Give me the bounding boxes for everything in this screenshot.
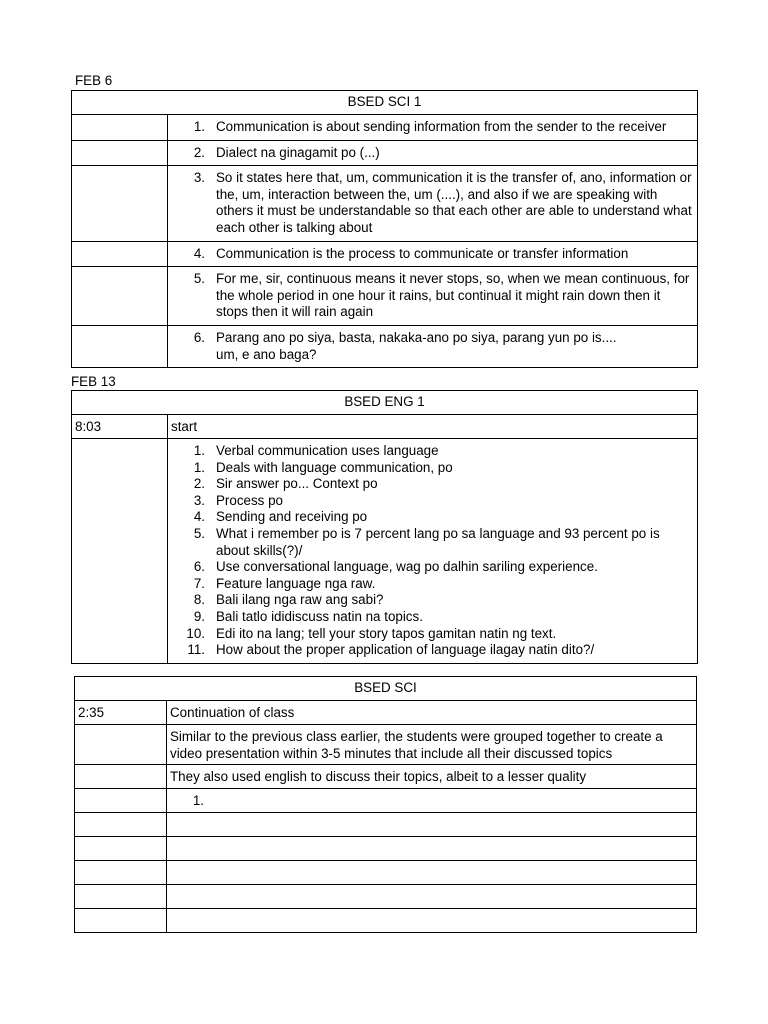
empty-cell bbox=[75, 813, 167, 837]
list-item: 6. Parang ano po siya, basta, nakaka-ano po siya, parang yun po is.... um, e ano baga? bbox=[193, 329, 617, 362]
table-row bbox=[168, 140, 698, 166]
table-row bbox=[168, 115, 698, 141]
table-title: BSED SCI 1 bbox=[72, 91, 698, 115]
empty-cell bbox=[167, 813, 697, 837]
table-title: BSED SCI bbox=[75, 677, 697, 701]
empty-cell bbox=[72, 325, 168, 367]
table-row bbox=[168, 325, 698, 367]
table-cell: Continuation of class bbox=[167, 701, 697, 725]
list-item: 2. Sir answer po... Context po bbox=[193, 476, 378, 492]
time-cell: 2:35 bbox=[75, 701, 167, 725]
empty-cell bbox=[75, 725, 167, 765]
list-item: 5. What i remember po is 7 percent lang po sa language and 93 percent po is about skills(?)/ bbox=[193, 525, 660, 558]
empty-cell bbox=[167, 861, 697, 885]
empty-cell bbox=[75, 885, 167, 909]
empty-cell bbox=[72, 439, 168, 664]
list-item: 7. Feature language nga raw. bbox=[193, 575, 376, 591]
notes-table bbox=[71, 390, 698, 664]
table-row bbox=[168, 267, 698, 326]
empty-cell bbox=[72, 140, 168, 166]
empty-cell bbox=[72, 241, 168, 267]
empty-cell bbox=[75, 765, 167, 789]
list-item: 2. Dialect na ginagamit po (...) bbox=[193, 144, 380, 160]
empty-cell bbox=[72, 115, 168, 141]
empty-cell bbox=[75, 837, 167, 861]
list-item: 11. How about the proper application of language ilagay natin dito?/ bbox=[187, 642, 595, 658]
table-cell: Similar to the previous class earlier, the students were grouped together to create a video presentation within 3-5 minutes that include all their discussed topics bbox=[167, 725, 697, 765]
empty-cell bbox=[167, 885, 697, 909]
list-item: 10. Edi ito na lang; tell your story tapos gamitan natin ng text. bbox=[186, 625, 557, 641]
date-label: FEB 13 bbox=[71, 374, 116, 389]
time-cell: 8:03 bbox=[72, 415, 168, 439]
list-item: 3. Process po bbox=[193, 492, 283, 508]
list-item: 5. For me, sir, continuous means it never stops, so, when we mean continuous, for the whole period in one hour it rains, but continual it might rain down then it stops then it will rain again bbox=[193, 271, 690, 320]
list-item: 1. Deals with language communication, po bbox=[193, 459, 453, 475]
list-item: 1. Communication is about sending information from the sender to the receiver bbox=[193, 119, 667, 134]
date-label: FEB 6 bbox=[75, 73, 113, 88]
table-row bbox=[168, 439, 698, 664]
empty-cell bbox=[75, 861, 167, 885]
list-item: 9. Bali tatlo ididiscuss natin na topics. bbox=[193, 608, 423, 624]
list-item: 4. Sending and receiving po bbox=[193, 509, 368, 525]
empty-cell bbox=[167, 909, 697, 933]
table-title: BSED ENG 1 bbox=[72, 391, 698, 415]
list-item: 8. Bali ilang nga raw ang sabi? bbox=[193, 592, 384, 608]
list-item: 4. Communication is the process to communicate or transfer information bbox=[193, 245, 629, 261]
list-item: 3. So it states here that, um, communication it is the transfer of, ano, information or the, um, interaction between the, um (....), and also if we are speaking with others it must be understandable so that each other are able to understand what each other is talking about bbox=[193, 170, 692, 235]
table-row bbox=[168, 166, 698, 241]
start-cell: start bbox=[168, 415, 698, 439]
list-item: 6. Use conversational language, wag po dalhin sariling experience. bbox=[193, 559, 598, 575]
numbered-list bbox=[171, 443, 694, 659]
empty-cell bbox=[167, 837, 697, 861]
empty-cell bbox=[75, 789, 167, 813]
table-row bbox=[168, 241, 698, 267]
table-row: 1. bbox=[167, 789, 697, 813]
table-cell: They also used english to discuss their topics, albeit to a lesser quality bbox=[167, 765, 697, 789]
notes-table bbox=[74, 676, 697, 933]
notes-table bbox=[71, 90, 698, 368]
empty-cell bbox=[75, 909, 167, 933]
list-item: 1. Verbal communication uses language bbox=[193, 443, 439, 458]
empty-cell bbox=[72, 166, 168, 241]
empty-cell bbox=[72, 267, 168, 326]
